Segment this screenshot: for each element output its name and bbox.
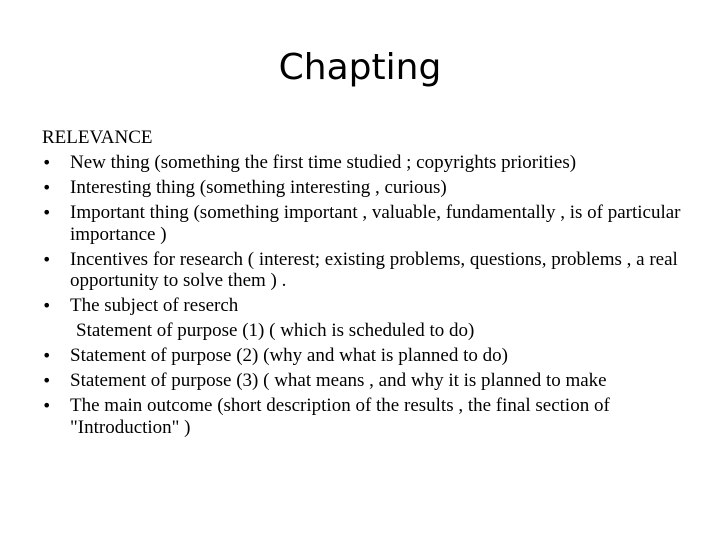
list-item [42,177,702,199]
bullet-icon: • [42,178,52,197]
bullet-icon: • [42,346,52,365]
list-item [42,249,702,292]
list-item [42,395,702,438]
bullet-list [42,152,702,438]
bullet-icon: • [42,296,52,315]
bullet-icon: • [42,396,52,415]
list-item-text: New thing (something the first time studied ; copyrights priorities) [70,152,577,173]
bullet-icon: • [42,371,52,390]
list-item-text: Interesting thing (something interesting , curious) [70,177,447,198]
list-item-text: Important thing (something important , valuable, fundamentally , is of particular importance ) [70,202,681,245]
list-item-text: Incentives for research ( interest; existing problems, questions, problems , a real opportunity to solve them ) . [70,248,678,291]
list-item [42,345,702,367]
list-item-text: Statement of purpose (3) ( what means , and why it is planned to make [70,370,607,391]
list-item [42,370,702,392]
list-item-text: Statement of purpose (2) (why and what is planned to do) [70,345,508,366]
list-item-text: The main outcome (short description of the results , the final section of "Introduction" ) [70,395,610,438]
list-item-text: The subject of reserch [70,295,239,316]
list-item [42,152,702,174]
bullet-icon: • [42,203,52,222]
bullet-icon: • [42,249,52,269]
list-item [42,295,702,317]
slide-title: Chapting [278,47,442,88]
indented-line: Statement of purpose (1) ( which is scheduled to do) [76,320,475,341]
bullet-icon: • [42,153,52,172]
slide-body [42,127,702,442]
list-item [42,202,702,245]
section-heading: RELEVANCE [42,127,153,148]
